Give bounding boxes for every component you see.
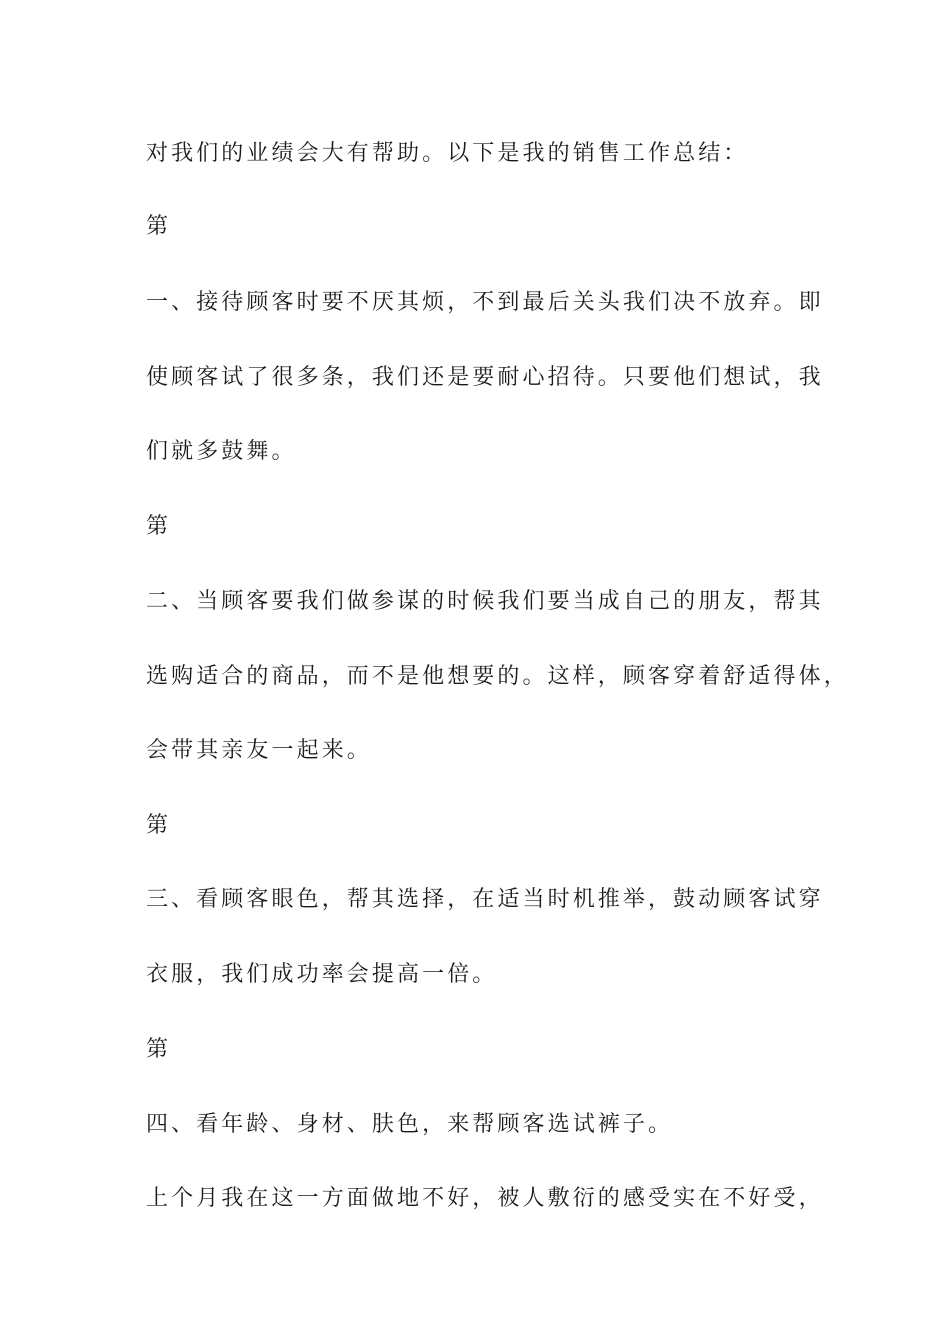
text-line: 三、看顾客眼色，帮其选择，在适当时机推举，鼓动顾客试穿 <box>146 887 824 912</box>
text-line: 使顾客试了很多条，我们还是要耐心招待。只要他们想试，我 <box>146 365 824 390</box>
text-line: 第 <box>146 514 172 539</box>
text-line: 对我们的业绩会大有帮助。以下是我的销售工作总结： <box>146 141 749 166</box>
text-line: 四、看年龄、身材、肤色，来帮顾客选试裤子。 <box>146 1112 674 1137</box>
text-line: 一、接待顾客时要不厌其烦，不到最后关头我们决不放弃。即 <box>146 290 824 315</box>
text-line: 衣服，我们成功率会提高一倍。 <box>146 962 498 987</box>
text-line: 二、当顾客要我们做参谋的时候我们要当成自己的朋友，帮其 <box>146 589 824 614</box>
text-line: 第 <box>146 813 172 838</box>
text-line: 会带其亲友一起来。 <box>146 738 372 763</box>
text-line: 上个月我在这一方面做地不好，被人敷衍的感受实在不好受， <box>146 1186 824 1211</box>
text-line: 第 <box>146 214 172 239</box>
text-line: 第 <box>146 1037 172 1062</box>
text-line: 选购适合的商品，而不是他想要的。这样，顾客穿着舒适得体， <box>146 664 849 689</box>
text-line: 们就多鼓舞。 <box>146 439 297 464</box>
